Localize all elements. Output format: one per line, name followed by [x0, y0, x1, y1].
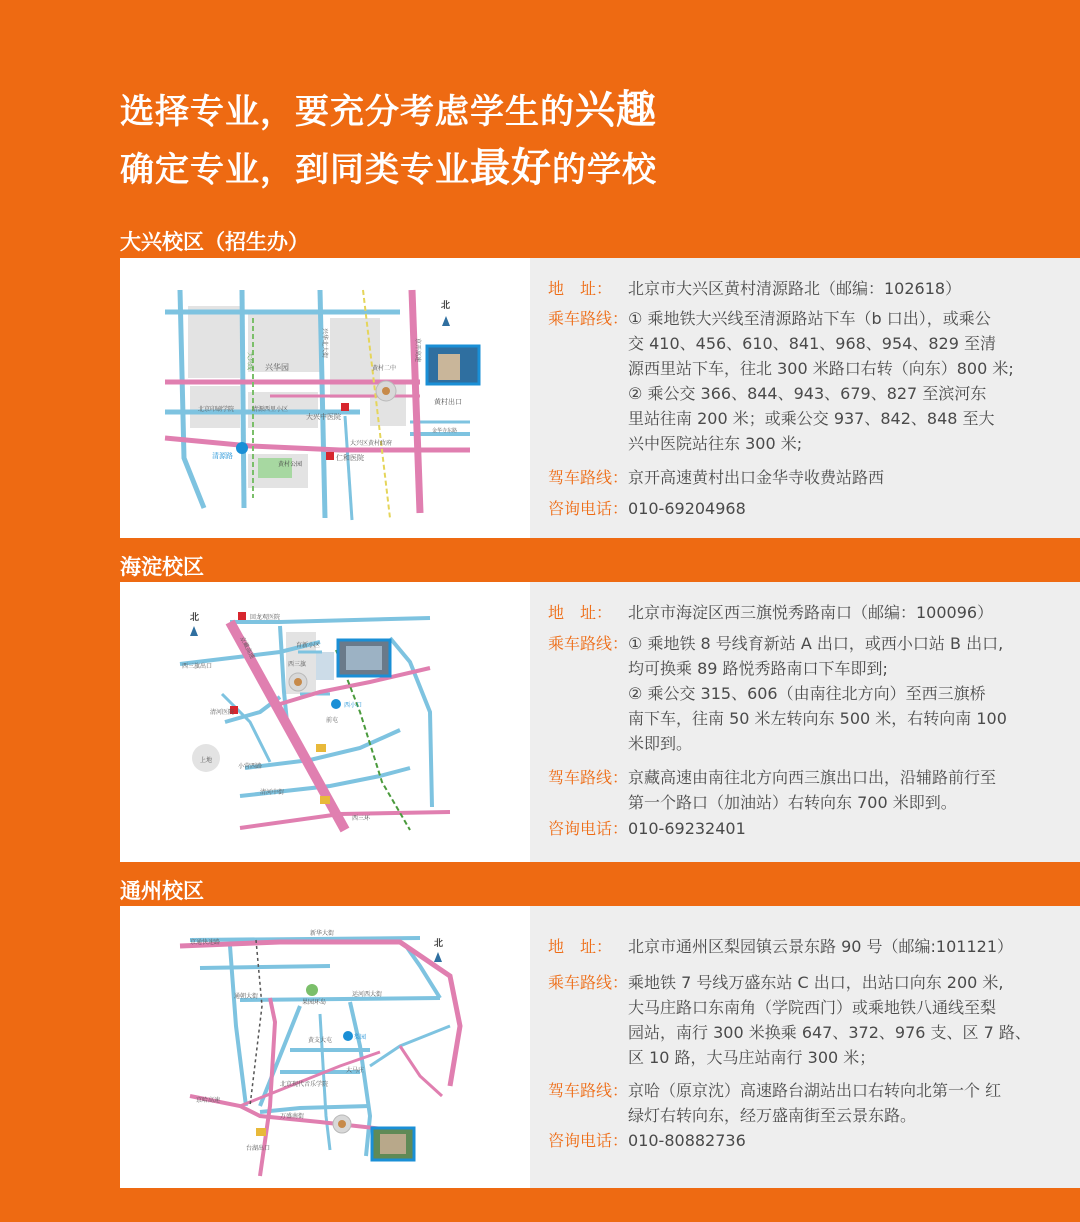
transit-line: 米即到。	[628, 734, 693, 753]
map-label: 上地	[200, 757, 213, 764]
map-label: 清河医院	[210, 709, 235, 716]
map-label: 兴华北大街	[321, 328, 328, 359]
address-value: 北京市大兴区黄村清源路北（邮编：102618）	[628, 279, 962, 298]
phone-value[interactable]: 010-69232401	[628, 819, 746, 838]
map-tongzhou-north-label: 北	[434, 939, 444, 949]
transit-line: ① 乘地铁 8 号线育新站 A 出口，或西小口站 B 出口,	[628, 634, 1004, 653]
phone-row	[548, 496, 1022, 521]
transit-line: 里站往南 200 米；或乘公交 937、842、848 至大	[628, 409, 995, 428]
phone-value[interactable]: 010-80882736	[628, 1131, 746, 1150]
map-label: 北京现代音乐学院	[280, 1081, 329, 1088]
headline-emphasis-best: 最好	[470, 145, 552, 191]
transit-lines	[628, 631, 1022, 756]
map-label: 西三旗	[288, 661, 307, 668]
transit-lines	[628, 306, 1022, 456]
headline-line-1	[120, 78, 657, 135]
transit-label: 乘车路线：	[548, 309, 629, 328]
transit-line: 大马庄路口东南角（学院西门）或乘地铁八通线至梨	[628, 998, 997, 1017]
headline-line-2-suffix: 的学校	[552, 150, 657, 190]
campus-title-tongzhou: 通州校区	[120, 879, 204, 903]
drive-label: 驾车路线：	[548, 1081, 629, 1100]
map-label: 京开高速	[414, 338, 421, 363]
map-label: 清河中街	[260, 789, 285, 796]
transit-line: ② 乘公交 366、844、943、679、827 至滨河东	[628, 384, 987, 403]
map-label: 通朝大街	[234, 993, 259, 1000]
transit-line: 源西里站下车，往北 300 米路口右转（向东）800 米;	[628, 359, 1014, 378]
drive-row	[548, 1078, 1022, 1128]
address-value: 北京市海淀区西三旗悦秀路南口（邮编：100096）	[628, 603, 994, 622]
campus-panel-tongzhou	[120, 906, 1080, 1188]
phone-row	[548, 816, 1022, 841]
transit-row	[548, 631, 1022, 756]
campus-panel-haidian	[120, 582, 1080, 862]
info-daxing	[530, 258, 1080, 538]
map-label: 万盛南街	[280, 1113, 305, 1120]
headline-emphasis-interest: 兴趣	[575, 87, 657, 133]
map-label: 梨园	[354, 1034, 367, 1041]
map-haidian-north-label: 北	[190, 613, 200, 623]
drive-label: 驾车路线：	[548, 768, 629, 787]
drive-line: 京哈（原京沈）高速路台湖站出口右转向北第一个 红	[628, 1081, 1002, 1100]
map-label: 黄村公园	[278, 461, 303, 468]
map-label: 兴华园	[265, 363, 289, 372]
phone-row	[548, 1128, 1022, 1153]
phone-label: 咨询电话：	[548, 1131, 629, 1150]
transit-row	[548, 306, 1022, 456]
map-label: 新华大街	[310, 930, 335, 937]
map-haidian	[120, 582, 530, 862]
drive-lines	[628, 465, 1022, 490]
headline-line-1-text: 选择专业，要充分考虑学生的	[120, 92, 575, 132]
phone-label: 咨询电话：	[548, 819, 629, 838]
map-label: 小营西路	[238, 763, 263, 770]
transit-line: ② 乘公交 315、606（由南往北方向）至西三旗桥	[628, 684, 986, 703]
map-label: 回龙观医院	[250, 614, 281, 621]
drive-lines	[628, 1078, 1022, 1128]
campus-panel-daxing	[120, 258, 1080, 538]
map-label: 黄支大屯	[308, 1037, 333, 1044]
map-label: 清源西里小区	[252, 406, 289, 413]
drive-line: 京藏高速由南往北方向西三旗出口出，沿辅路前行至	[628, 768, 997, 787]
map-label: 果园环岛	[302, 999, 327, 1006]
map-label: 大兴线	[246, 352, 253, 371]
campus-title-haidian: 海淀校区	[120, 555, 204, 579]
info-tongzhou	[530, 906, 1080, 1188]
map-label: 黄村出口	[434, 398, 462, 406]
map-label: 大马庄	[346, 1067, 365, 1074]
transit-label: 乘车路线：	[548, 634, 629, 653]
address-row	[548, 934, 1022, 959]
transit-label: 乘车路线：	[548, 973, 629, 992]
map-daxing-north-label: 北	[441, 301, 451, 311]
drive-line: 绿灯右转向东，经万盛南街至云景东路。	[628, 1106, 917, 1125]
map-tongzhou	[120, 906, 530, 1188]
map-label: 仁和医院	[336, 454, 364, 462]
drive-lines	[628, 765, 1022, 815]
map-label: 京通快速路	[190, 939, 221, 946]
transit-line: ① 乘地铁大兴线至清源路站下车（b 口出），或乘公	[628, 309, 991, 328]
map-daxing	[120, 258, 530, 538]
map-label: 运河西大街	[352, 991, 383, 998]
map-haidian-drawing	[120, 582, 530, 862]
address-row	[548, 600, 1022, 625]
transit-line: 交 410、456、610、841、968、954、829 至清	[628, 334, 996, 353]
drive-row	[548, 765, 1022, 815]
drive-line: 京开高速黄村出口金华寺收费站路西	[628, 468, 885, 487]
headline-line-2-text: 确定专业，到同类专业	[120, 150, 470, 190]
map-label: 前屯	[326, 717, 339, 724]
headline-line-2	[120, 136, 657, 193]
map-label: 西小口	[344, 702, 363, 709]
transit-line: 园站，南行 300 米换乘 647、372、976 支、区 7 路、	[628, 1023, 1031, 1042]
phone-label: 咨询电话：	[548, 499, 629, 518]
map-label: 大兴中医院	[306, 413, 341, 421]
map-label: 京藏高速	[238, 635, 256, 661]
map-label: 金华寺东路	[432, 428, 458, 434]
map-label: 西三旗出口	[182, 663, 213, 670]
map-label: 台湖出口	[246, 1145, 271, 1152]
transit-line: 南下车，往南 50 米左转向东 500 米，右转向南 100	[628, 709, 1007, 728]
map-label: 大兴区黄村政府	[350, 440, 393, 447]
address-label: 地 址：	[548, 937, 613, 956]
drive-line: 第一个路口（加油站）右转向东 700 米即到。	[628, 793, 957, 812]
map-label: 北京印刷学院	[198, 406, 235, 413]
drive-row	[548, 465, 1022, 490]
campus-title-daxing: 大兴校区（招生办）	[120, 230, 309, 254]
map-label: 黄村二中	[372, 365, 397, 372]
map-label: 清源路	[212, 452, 233, 460]
transit-line: 兴中医院站往东 300 米;	[628, 434, 803, 453]
transit-line: 乘地铁 7 号线万盛东站 C 出口，出站口向东 200 米,	[628, 973, 1004, 992]
address-value: 北京市通州区梨园镇云景东路 90 号（邮编:101121）	[628, 937, 1014, 956]
map-daxing-drawing	[120, 258, 530, 538]
transit-lines	[628, 970, 1031, 1070]
transit-line: 区 10 路，大马庄站南行 300 米；	[628, 1048, 876, 1067]
info-haidian	[530, 582, 1080, 862]
map-tongzhou-drawing	[120, 906, 530, 1188]
transit-line: 均可换乘 89 路悦秀路南口下车即到;	[628, 659, 888, 678]
address-label: 地 址：	[548, 279, 613, 298]
drive-label: 驾车路线：	[548, 468, 629, 487]
phone-value[interactable]: 010-69204968	[628, 499, 746, 518]
address-row	[548, 276, 1022, 301]
map-label: 京哈高速	[196, 1097, 221, 1104]
address-label: 地 址：	[548, 603, 613, 622]
transit-row	[548, 970, 1031, 1070]
map-label: 育新小区	[296, 642, 321, 649]
map-label: 西三环	[352, 815, 371, 822]
